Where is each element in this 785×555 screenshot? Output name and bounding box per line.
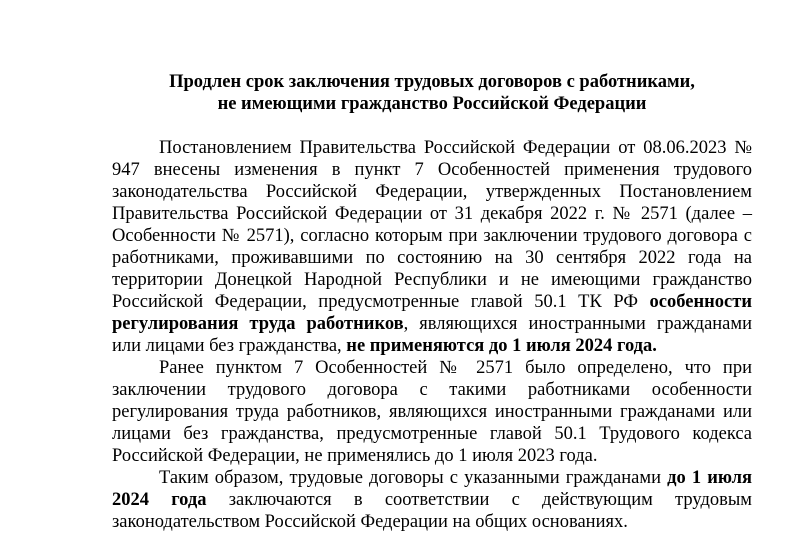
- paragraph-1-bold-a: особенности регулирования труда работников: [112, 292, 752, 334]
- paragraph-3-text-a: Таким образом, трудовые договоры с указанными гражданами: [159, 468, 668, 488]
- paragraph-1: [112, 137, 752, 357]
- paragraph-2: Ранее пунктом 7 Особенностей № 2571 было определено, что при заключении трудового договора с такими работниками особенности регулирования труда работников, являющихся иностранными гражданами или лицами без гражданства, предусмотренные главой 50.1 Трудового кодекса Российской Федерации, не применялись до 1 июля 2023 года.: [112, 358, 752, 466]
- document-title: [112, 71, 752, 115]
- paragraph-3-text-b: заключаются в соответствии с действующим трудовым законодательством Российской Федерации на общих основаниях.: [112, 490, 752, 532]
- paragraph-3-bold-a: до 1 июля 2024 года: [112, 468, 752, 510]
- paragraph-1-text-a: Постановлением Правительства Российской Федерации от 08.06.2023 № 947 внесены изменения в пункт 7 Особенностей применения трудового законодательства Российской Федерации, утвержденных Постановлением Правительства Российской Федерации от 31 декабря 2022 г. № 2571 (далее – Особенности № 2571), согласно которым при заключении трудового договора с работниками, проживавшими по состоянию на 30 сентября 2022 года на территории Донецкой Народной Республики и не имеющими гражданство Российской Федерации, предусмотренные главой 50.1 ТК РФ: [112, 138, 752, 312]
- document-page: [112, 71, 752, 533]
- title-line-2: не имеющими гражданство Российской Федерации: [217, 94, 647, 114]
- paragraph-1-text-b: , являющихся иностранными гражданами или лицами без гражданства,: [112, 314, 753, 356]
- paragraph-3: [112, 467, 752, 533]
- paragraph-1-bold-b: не применяются до 1 июля 2024 года.: [346, 336, 657, 356]
- title-line-1: Продлен срок заключения трудовых договоров с работниками,: [169, 72, 695, 92]
